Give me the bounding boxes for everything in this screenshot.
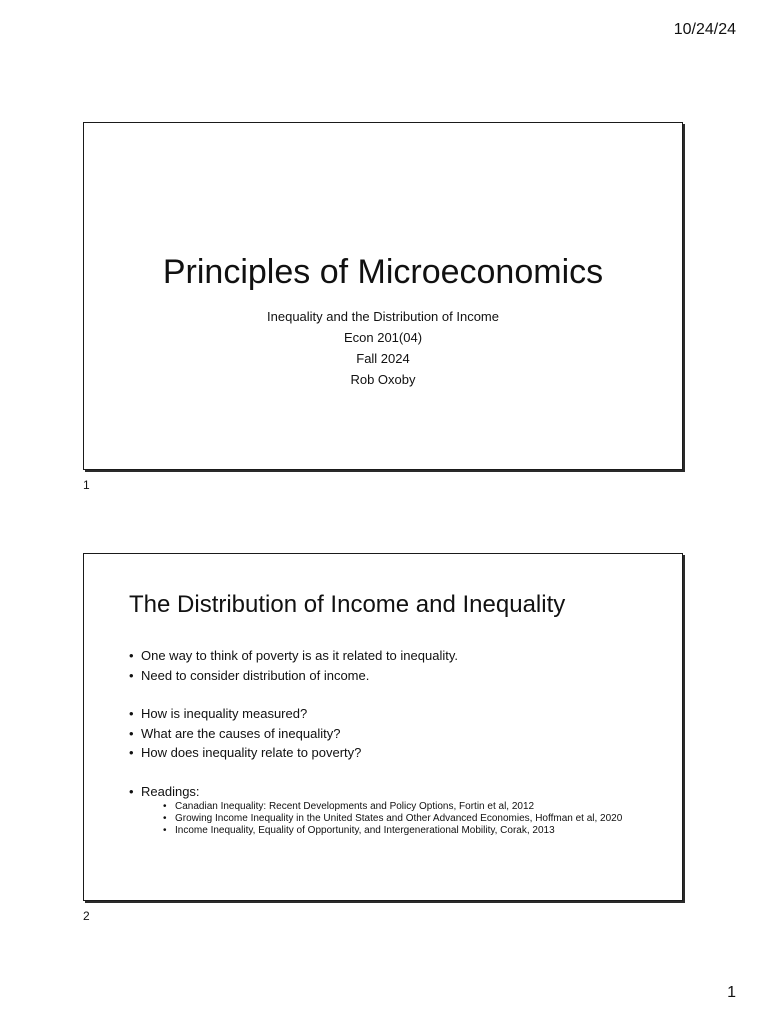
- slide-number: 1: [83, 478, 90, 492]
- slide-2: [83, 553, 683, 901]
- bullet-item: • How is inequality measured?: [129, 704, 649, 724]
- reading-item: • Growing Income Inequality in the United States and Other Advanced Economies, Hoffman et al, 2020: [163, 813, 649, 825]
- readings-label: Readings:: [141, 783, 200, 799]
- subtitle-line: Econ 201(04): [343, 330, 423, 345]
- bullet-item: • How does inequality relate to poverty?: [129, 743, 649, 763]
- subtitle-line: Rob Oxoby: [350, 372, 416, 387]
- bullet-item: • What are the causes of inequality?: [129, 724, 649, 744]
- bullet-item: • One way to think of poverty is as it related to inequality.: [129, 646, 649, 666]
- reading-item: • Canadian Inequality: Recent Developments and Policy Options, Fortin et al, 2012: [163, 801, 649, 813]
- subtitle-line: Inequality and the Distribution of Income: [267, 309, 499, 324]
- bullet-item-readings: [129, 782, 649, 838]
- subtitle-line: Fall 2024: [356, 351, 410, 366]
- slide-title: The Distribution of Income and Inequality: [129, 591, 566, 618]
- slide-title: Principles of Microeconomics: [162, 253, 604, 291]
- page-date: 10/24/24: [673, 21, 736, 38]
- reading-item: • Income Inequality, Equality of Opportunity, and Intergenerational Mobility, Corak, 2013: [163, 825, 649, 837]
- readings-list: [141, 801, 649, 837]
- slide-subtitle: [84, 306, 682, 390]
- page-number: 1: [727, 984, 736, 1001]
- slide-1: [83, 122, 683, 470]
- slide-number: 2: [83, 909, 90, 923]
- bullet-list: [129, 646, 649, 837]
- bullet-item: • Need to consider distribution of income.: [129, 666, 649, 686]
